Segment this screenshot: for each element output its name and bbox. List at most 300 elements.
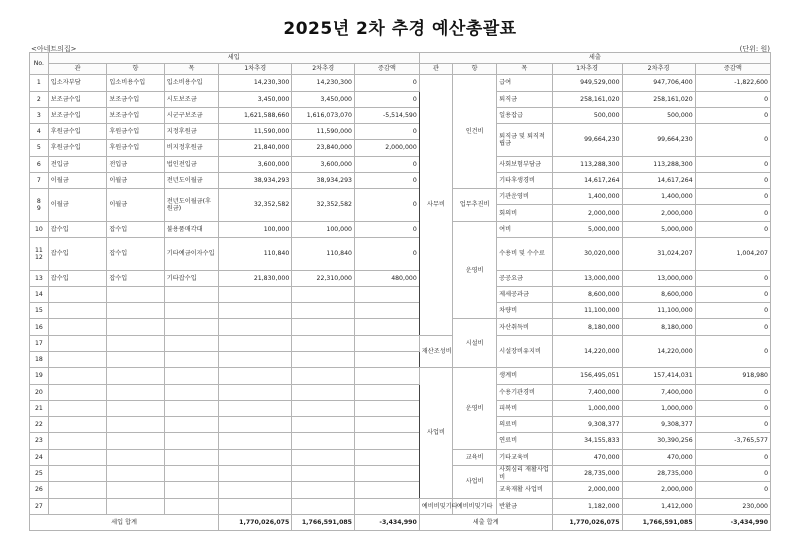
expense-first: 8,600,000	[552, 286, 622, 302]
revenue-empty-cell	[107, 303, 164, 319]
revenue-mok: 기타잡수입	[164, 270, 218, 286]
revenue-empty-cell	[107, 368, 164, 384]
row-number: 20	[30, 384, 49, 400]
header-mok: 목	[497, 63, 552, 75]
revenue-total-first: 1,770,026,075	[219, 514, 292, 530]
revenue-first: 11,590,000	[219, 124, 292, 140]
expense-first: 11,100,000	[552, 303, 622, 319]
row-number: 25	[30, 465, 49, 481]
revenue-empty-cell	[107, 384, 164, 400]
expense-mok: 생계비	[497, 368, 552, 384]
revenue-empty-cell	[164, 303, 218, 319]
row-number-b: 9	[36, 204, 41, 212]
revenue-second: 100,000	[292, 221, 355, 237]
revenue-diff: 0	[354, 221, 419, 237]
expense-gwan: 재산조성비	[419, 335, 452, 368]
revenue-diff: 2,000,000	[354, 140, 419, 156]
expense-first: 8,180,000	[552, 319, 622, 335]
expense-first: 1,000,000	[552, 400, 622, 416]
expense-diff: 918,980	[695, 368, 770, 384]
revenue-diff: 0	[354, 189, 419, 222]
expense-diff: 0	[695, 189, 770, 205]
revenue-empty-cell	[48, 352, 107, 368]
revenue-empty-cell	[219, 498, 292, 514]
expense-second: 14,220,000	[622, 335, 695, 368]
expense-diff: 0	[695, 286, 770, 302]
revenue-empty-cell	[354, 449, 419, 465]
revenue-empty-cell	[354, 368, 419, 384]
revenue-empty-cell	[292, 368, 355, 384]
expense-mok: 급여	[497, 75, 552, 91]
revenue-hang: 잡수입	[107, 270, 164, 286]
header-revenue: 세입	[48, 53, 419, 64]
revenue-hang: 잡수입	[107, 238, 164, 271]
expense-diff: -1,822,600	[695, 75, 770, 91]
revenue-empty-cell	[219, 352, 292, 368]
revenue-empty-cell	[164, 319, 218, 335]
revenue-empty-cell	[107, 417, 164, 433]
revenue-diff: 0	[354, 238, 419, 271]
expense-mok: 수용비 및 수수료	[497, 238, 552, 271]
expense-mok: 퇴직금	[497, 91, 552, 107]
revenue-first: 32,352,582	[219, 189, 292, 222]
revenue-empty-cell	[107, 498, 164, 514]
revenue-diff: 0	[354, 91, 419, 107]
revenue-empty-cell	[164, 417, 218, 433]
expense-mok: 기타교육비	[497, 449, 552, 465]
revenue-empty-cell	[48, 417, 107, 433]
revenue-empty-cell	[219, 400, 292, 416]
row-number: 27	[30, 498, 49, 514]
expense-diff: 0	[695, 449, 770, 465]
expense-gwan: 사무비	[419, 75, 452, 336]
revenue-empty-cell	[354, 384, 419, 400]
page-title: 2025년 2차 추경 예산총괄표	[283, 19, 517, 39]
revenue-empty-cell	[292, 303, 355, 319]
expense-diff: 0	[695, 465, 770, 481]
expense-mok: 의료비	[497, 417, 552, 433]
expense-hang: 사업비	[453, 465, 497, 498]
expense-first: 258,161,020	[552, 91, 622, 107]
revenue-second: 23,840,000	[292, 140, 355, 156]
header-first: 1차추경	[219, 63, 292, 75]
revenue-empty-cell	[354, 482, 419, 498]
revenue-empty-cell	[48, 319, 107, 335]
header-hang: 항	[453, 63, 497, 75]
expense-mok: 일용잡급	[497, 107, 552, 123]
expense-second: 28,735,000	[622, 465, 695, 481]
revenue-diff: 0	[354, 124, 419, 140]
expense-first: 5,000,000	[552, 221, 622, 237]
revenue-empty-cell	[292, 319, 355, 335]
expense-first: 30,020,000	[552, 238, 622, 271]
revenue-empty-cell	[164, 498, 218, 514]
revenue-empty-cell	[48, 400, 107, 416]
revenue-empty-cell	[164, 384, 218, 400]
revenue-mok: 기타예금이자수입	[164, 238, 218, 271]
expense-first: 28,735,000	[552, 465, 622, 481]
expense-hang: 업무추진비	[453, 189, 497, 222]
revenue-empty-cell	[354, 400, 419, 416]
row-number: 19	[30, 368, 49, 384]
expense-diff: 0	[695, 107, 770, 123]
expense-first: 2,000,000	[552, 205, 622, 221]
revenue-diff: 0	[354, 172, 419, 188]
expense-diff: 0	[695, 221, 770, 237]
row-number: 1	[30, 75, 49, 91]
revenue-second: 1,616,073,070	[292, 107, 355, 123]
revenue-gwan: 보조금수입	[48, 107, 107, 123]
revenue-gwan: 후원금수입	[48, 124, 107, 140]
row-number-b: 12	[34, 253, 43, 261]
revenue-empty-cell	[354, 286, 419, 302]
header-hang: 항	[107, 63, 164, 75]
row-number: 15	[30, 303, 49, 319]
revenue-empty-cell	[292, 400, 355, 416]
revenue-empty-cell	[292, 335, 355, 351]
revenue-hang: 잡수입	[107, 221, 164, 237]
revenue-second: 3,600,000	[292, 156, 355, 172]
expense-first: 1,182,000	[552, 498, 622, 514]
revenue-empty-cell	[219, 449, 292, 465]
expense-mok: 수용기관경비	[497, 384, 552, 400]
expense-mok: 자산취득비	[497, 319, 552, 335]
expense-second: 947,706,400	[622, 75, 695, 91]
row-number: 16	[30, 319, 49, 335]
expense-second: 99,664,230	[622, 124, 695, 157]
expense-first: 13,000,000	[552, 270, 622, 286]
expense-first: 500,000	[552, 107, 622, 123]
row-number: 5	[30, 140, 49, 156]
revenue-first: 3,600,000	[219, 156, 292, 172]
header-second: 2차추경	[292, 63, 355, 75]
revenue-empty-cell	[219, 417, 292, 433]
expense-first: 2,000,000	[552, 482, 622, 498]
expense-first: 470,000	[552, 449, 622, 465]
revenue-empty-cell	[292, 286, 355, 302]
revenue-empty-cell	[107, 319, 164, 335]
revenue-empty-cell	[164, 286, 218, 302]
expense-diff: 0	[695, 400, 770, 416]
revenue-empty-cell	[219, 482, 292, 498]
expense-mok: 연료비	[497, 433, 552, 449]
revenue-gwan: 잡수입	[48, 270, 107, 286]
revenue-empty-cell	[164, 335, 218, 351]
expense-second: 157,414,031	[622, 368, 695, 384]
revenue-diff: -5,514,590	[354, 107, 419, 123]
revenue-gwan: 이월금	[48, 189, 107, 222]
expense-hang: 운영비	[453, 221, 497, 319]
revenue-mok: 입소비용수입	[164, 75, 218, 91]
expense-second: 30,390,256	[622, 433, 695, 449]
expense-mok: 퇴직금 및 퇴직적립금	[497, 124, 552, 157]
expense-mok: 피복비	[497, 400, 552, 416]
row-number: 3	[30, 107, 49, 123]
expense-gwan: 예비비및기타	[419, 498, 452, 514]
expense-hang: 예비비및기타	[453, 498, 497, 514]
expense-total-label: 세출 합계	[419, 514, 552, 530]
revenue-empty-cell	[219, 384, 292, 400]
revenue-empty-cell	[219, 319, 292, 335]
row-number: 14	[30, 286, 49, 302]
expense-diff: 0	[695, 270, 770, 286]
revenue-hang: 이월금	[107, 189, 164, 222]
expense-first: 156,495,051	[552, 368, 622, 384]
revenue-first: 38,934,293	[219, 172, 292, 188]
expense-second: 2,000,000	[622, 482, 695, 498]
revenue-empty-cell	[354, 498, 419, 514]
revenue-gwan: 후원금수입	[48, 140, 107, 156]
expense-diff: 0	[695, 417, 770, 433]
revenue-first: 3,450,000	[219, 91, 292, 107]
revenue-empty-cell	[164, 400, 218, 416]
revenue-empty-cell	[48, 384, 107, 400]
expense-diff: 0	[695, 172, 770, 188]
revenue-total-diff: -3,434,990	[354, 514, 419, 530]
revenue-mok: 시도보조금	[164, 91, 218, 107]
revenue-empty-cell	[48, 303, 107, 319]
revenue-mok: 지정후원금	[164, 124, 218, 140]
revenue-empty-cell	[292, 449, 355, 465]
revenue-empty-cell	[292, 384, 355, 400]
expense-second: 13,000,000	[622, 270, 695, 286]
revenue-empty-cell	[219, 433, 292, 449]
revenue-diff: 0	[354, 75, 419, 91]
revenue-empty-cell	[219, 368, 292, 384]
expense-second: 31,024,207	[622, 238, 695, 271]
row-number: 23	[30, 433, 49, 449]
revenue-empty-cell	[48, 335, 107, 351]
revenue-empty-cell	[292, 482, 355, 498]
revenue-empty-cell	[107, 400, 164, 416]
expense-first: 14,220,000	[552, 335, 622, 368]
expense-mok: 차량비	[497, 303, 552, 319]
expense-mok: 시설장비유지비	[497, 335, 552, 368]
revenue-empty-cell	[354, 352, 419, 368]
expense-first: 34,155,833	[552, 433, 622, 449]
revenue-mok: 전년도이월금	[164, 172, 218, 188]
expense-mok: 기타후생경비	[497, 172, 552, 188]
expense-second: 9,308,377	[622, 417, 695, 433]
revenue-hang: 보조금수입	[107, 107, 164, 123]
revenue-empty-cell	[48, 465, 107, 481]
revenue-second: 11,590,000	[292, 124, 355, 140]
expense-mok: 공공요금	[497, 270, 552, 286]
revenue-empty-cell	[48, 286, 107, 302]
expense-second: 258,161,020	[622, 91, 695, 107]
revenue-empty-cell	[354, 417, 419, 433]
revenue-empty-cell	[107, 482, 164, 498]
expense-mok: 사회심리 재활사업비	[497, 465, 552, 481]
revenue-diff: 480,000	[354, 270, 419, 286]
expense-second: 2,000,000	[622, 205, 695, 221]
row-number-a: 11	[34, 246, 43, 254]
header-gwan: 관	[419, 63, 452, 75]
expense-first: 9,308,377	[552, 417, 622, 433]
revenue-empty-cell	[107, 465, 164, 481]
revenue-gwan: 입소자부담	[48, 75, 107, 91]
expense-first: 7,400,000	[552, 384, 622, 400]
revenue-gwan: 이월금	[48, 172, 107, 188]
budget-table	[29, 52, 771, 531]
revenue-empty-cell	[164, 465, 218, 481]
expense-total-diff: -3,434,990	[695, 514, 770, 530]
header-mok: 목	[164, 63, 218, 75]
row-number: 22	[30, 417, 49, 433]
revenue-empty-cell	[107, 286, 164, 302]
revenue-empty-cell	[292, 417, 355, 433]
row-number: 4	[30, 124, 49, 140]
revenue-empty-cell	[107, 433, 164, 449]
revenue-gwan: 전입금	[48, 156, 107, 172]
revenue-hang: 이월금	[107, 172, 164, 188]
revenue-first: 100,000	[219, 221, 292, 237]
revenue-mok: 시군구보조금	[164, 107, 218, 123]
revenue-gwan: 잡수입	[48, 221, 107, 237]
row-number: 24	[30, 449, 49, 465]
expense-diff: -3,765,577	[695, 433, 770, 449]
revenue-empty-cell	[164, 368, 218, 384]
revenue-empty-cell	[164, 449, 218, 465]
revenue-first: 110,840	[219, 238, 292, 271]
revenue-second: 22,310,000	[292, 270, 355, 286]
revenue-empty-cell	[354, 433, 419, 449]
expense-hang: 교육비	[453, 449, 497, 465]
expense-first: 14,617,264	[552, 172, 622, 188]
header-first: 1차추경	[552, 63, 622, 75]
header-diff: 증감액	[354, 63, 419, 75]
revenue-mok: 불용품매각대	[164, 221, 218, 237]
expense-second: 14,617,264	[622, 172, 695, 188]
row-number-a: 8	[36, 197, 41, 205]
revenue-empty-cell	[107, 335, 164, 351]
revenue-total-label: 세입 합계	[30, 514, 219, 530]
revenue-total-second: 1,766,591,085	[292, 514, 355, 530]
expense-diff: 0	[695, 205, 770, 221]
row-number: 18	[30, 352, 49, 368]
expense-second: 11,100,000	[622, 303, 695, 319]
revenue-empty-cell	[219, 303, 292, 319]
revenue-hang: 보조금수입	[107, 91, 164, 107]
expense-hang: 인건비	[453, 75, 497, 189]
header-expense: 세출	[419, 53, 770, 64]
expense-mok: 반환금	[497, 498, 552, 514]
revenue-empty-cell	[354, 303, 419, 319]
row-number: 7	[30, 172, 49, 188]
revenue-empty-cell	[219, 335, 292, 351]
expense-first: 99,664,230	[552, 124, 622, 157]
row-number: 13	[30, 270, 49, 286]
expense-total-first: 1,770,026,075	[552, 514, 622, 530]
expense-mok: 회의비	[497, 205, 552, 221]
expense-diff: 0	[695, 303, 770, 319]
revenue-mok: 법인전입금	[164, 156, 218, 172]
revenue-empty-cell	[48, 368, 107, 384]
revenue-empty-cell	[164, 433, 218, 449]
revenue-first: 21,840,000	[219, 140, 292, 156]
header-no: No.	[30, 53, 49, 75]
revenue-empty-cell	[292, 433, 355, 449]
expense-first: 113,288,300	[552, 156, 622, 172]
revenue-first: 14,230,300	[219, 75, 292, 91]
expense-mok: 교육재활 사업비	[497, 482, 552, 498]
expense-second: 1,000,000	[622, 400, 695, 416]
revenue-mok: 전년도이월금(후원금)	[164, 189, 218, 222]
revenue-first: 21,830,000	[219, 270, 292, 286]
expense-mok: 제세공과금	[497, 286, 552, 302]
expense-mok: 사회보험부담금	[497, 156, 552, 172]
expense-diff: 230,000	[695, 498, 770, 514]
revenue-gwan: 잡수입	[48, 238, 107, 271]
expense-mok: 여비	[497, 221, 552, 237]
expense-diff: 1,004,207	[695, 238, 770, 271]
revenue-second: 110,840	[292, 238, 355, 271]
header-diff: 증감액	[695, 63, 770, 75]
row-number: 10	[30, 221, 49, 237]
row-number: 17	[30, 335, 49, 351]
header-second: 2차추경	[622, 63, 695, 75]
expense-second: 5,000,000	[622, 221, 695, 237]
revenue-second: 3,450,000	[292, 91, 355, 107]
unit-label: (단위: 원)	[739, 45, 770, 53]
expense-second: 8,600,000	[622, 286, 695, 302]
revenue-empty-cell	[354, 465, 419, 481]
expense-hang: 운영비	[453, 368, 497, 449]
revenue-empty-cell	[48, 449, 107, 465]
row-number: 21	[30, 400, 49, 416]
expense-diff: 0	[695, 91, 770, 107]
revenue-empty-cell	[164, 352, 218, 368]
revenue-gwan: 보조금수입	[48, 91, 107, 107]
revenue-empty-cell	[107, 449, 164, 465]
expense-hang: 시설비	[453, 319, 497, 368]
revenue-empty-cell	[48, 482, 107, 498]
expense-second: 113,288,300	[622, 156, 695, 172]
revenue-empty-cell	[48, 498, 107, 514]
expense-second: 470,000	[622, 449, 695, 465]
expense-total-second: 1,766,591,085	[622, 514, 695, 530]
revenue-hang: 입소비용수입	[107, 75, 164, 91]
expense-diff: 0	[695, 384, 770, 400]
expense-diff: 0	[695, 319, 770, 335]
expense-first: 1,400,000	[552, 189, 622, 205]
revenue-empty-cell	[354, 319, 419, 335]
revenue-empty-cell	[292, 498, 355, 514]
expense-second: 500,000	[622, 107, 695, 123]
expense-second: 7,400,000	[622, 384, 695, 400]
row-number	[30, 238, 49, 271]
expense-second: 1,412,000	[622, 498, 695, 514]
revenue-empty-cell	[164, 482, 218, 498]
revenue-hang: 후원금수입	[107, 140, 164, 156]
revenue-empty-cell	[292, 352, 355, 368]
expense-diff: 0	[695, 156, 770, 172]
revenue-empty-cell	[219, 465, 292, 481]
header-gwan: 관	[48, 63, 107, 75]
expense-gwan: 사업비	[419, 368, 452, 498]
revenue-mok: 비지정후원금	[164, 140, 218, 156]
revenue-second: 38,934,293	[292, 172, 355, 188]
row-number: 26	[30, 482, 49, 498]
expense-diff: 0	[695, 124, 770, 157]
revenue-empty-cell	[219, 286, 292, 302]
revenue-empty-cell	[354, 335, 419, 351]
revenue-hang: 전입금	[107, 156, 164, 172]
revenue-first: 1,621,588,660	[219, 107, 292, 123]
revenue-empty-cell	[48, 433, 107, 449]
row-number	[30, 189, 49, 222]
revenue-second: 32,352,582	[292, 189, 355, 222]
